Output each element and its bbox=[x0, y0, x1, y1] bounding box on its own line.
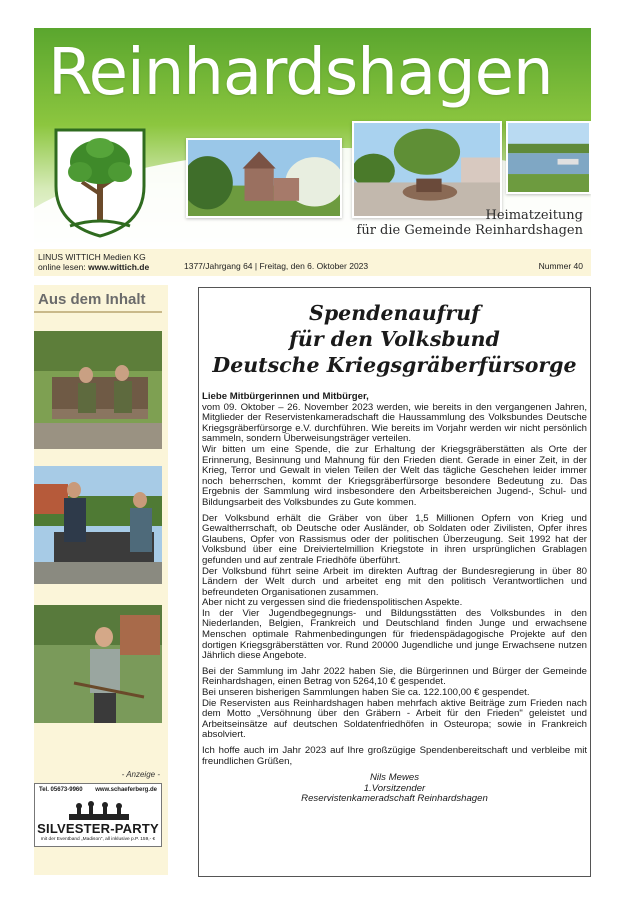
signature-role: 1.Vorsitzender bbox=[363, 782, 426, 794]
sidebar-photo-workers[interactable] bbox=[34, 466, 162, 584]
ad-website[interactable]: www.schaeferberg.de bbox=[95, 787, 157, 793]
issue-info-bar bbox=[34, 249, 591, 276]
sidebar-divider bbox=[34, 311, 162, 313]
issue-number: Nummer 40 bbox=[538, 261, 583, 271]
article-paragraph: Die Reservisten aus Reinhardshagen haben mehrfach aktive Beiträge zum Frieden nach dem Motto „Versöhnung über den Gräbern - Arbeit für den Frieden" geleistet und Arbeitseinsätze auf deutschen Soldatenfriedhöfen in Osteuropa; sowie in Frankreich absolviert. bbox=[202, 697, 587, 741]
ad-title: SILVESTER-PARTY bbox=[37, 821, 159, 836]
article-paragraph: Wir bitten um eine Spende, die zur Erhaltung der Kriegsgräberstätten als Orte der Erinnerung, Besinnung und Mahnung für den Frieden dient. Gerade in einer Zeit, in der Krieg, Terror und Gewalt in vielen Teilen der Welt das tägliche Geschehen leider immer noch beherrschen, kommt der Kriegsgräberfürsorge besondere Bedeutung zu. Das Ergebnis der Sammlung wird insbesondere den Arbeitsbereichen Jugend-, Schul- und Bildungsarbeit des Volksbundes zu Gute kommen. bbox=[202, 443, 587, 508]
article-paragraph: Ich hoffe auch im Jahr 2023 auf Ihre großzügige Spendenbereitschaft und verbleibe mit freundlichen Grüßen, bbox=[202, 745, 587, 767]
article-paragraph: Bei unseren bisherigen Sammlungen haben Sie ca. 122.100,00 € gespendet. bbox=[202, 687, 530, 699]
article-title-line-2: für den Volksbund bbox=[289, 327, 500, 351]
church-photo bbox=[186, 138, 342, 218]
signature-block bbox=[202, 773, 587, 805]
article-title-line-1: Spendenaufruf bbox=[309, 301, 480, 325]
signature-name: Nils Mewes bbox=[369, 772, 420, 784]
article-paragraph: Bei der Sammlung im Jahr 2022 haben Sie, die Bürgerinnen und Bürger der Gemeinde Reinhardshagen, einen Betrag von 5264,10 € gespendet. bbox=[202, 665, 587, 688]
village-square-photo bbox=[352, 121, 502, 218]
ad-label: - Anzeige - bbox=[121, 770, 160, 779]
sidebar-heading: Aus dem Inhalt bbox=[38, 291, 146, 308]
party-silhouette-icon bbox=[69, 796, 129, 820]
ad-subtitle: mit der Eventband „Madison", all inklusive p.P. 159,- € bbox=[40, 837, 156, 842]
masthead-title: Reinhardshagen bbox=[48, 36, 553, 110]
signature-organization: Reservistenkameradschaft Reinhardshagen bbox=[301, 793, 488, 805]
article-paragraph: Der Volksbund erhält die Gräber von über 1,5 Millionen Opfern von Krieg und Gewaltherrschaft, ob Deutsche oder Ausländer, ob Soldaten oder Zivilisten, Opfer ihres Glaubens, Opfer von Rassismus oder der politischen Überzeugung. Seit 1992 hat der Volksbund über eine Dreiviertelmillion Kriegstote in ihren ursprünglichen Grablagen gefunden und auf zentrale Friedhöfe überführt. bbox=[202, 512, 587, 566]
article-title-line-3: Deutsche Kriegsgräberfürsorge bbox=[212, 353, 577, 377]
masthead-banner bbox=[34, 28, 591, 243]
online-link[interactable]: www.wittich.de bbox=[88, 262, 150, 272]
coat-of-arms-icon bbox=[50, 124, 150, 239]
article-title bbox=[199, 300, 590, 378]
publisher-name: LINUS WITTICH Medien KG bbox=[38, 252, 146, 262]
issue-date: 1377/Jahrgang 64 | Freitag, den 6. Oktober 2023 bbox=[184, 261, 369, 271]
main-article bbox=[198, 287, 591, 877]
river-photo bbox=[506, 121, 591, 194]
tagline-line-1: Heimatzeitung bbox=[485, 208, 583, 223]
tagline bbox=[357, 208, 583, 238]
article-paragraph: vom 09. Oktober – 26. November 2023 werden, wie bereits in den vergangenen Jahren, Mitglieder der Reservistenkameradschaft die Haussammlung des Volksbundes Deutsche Kriegsgräberfürsorge e.V. durchführen. Wie bereits im Vorjahr werden wir nicht persönlich sammeln, sondern Überweisungsträger verteilen. bbox=[202, 401, 587, 445]
article-paragraph: Aber nicht zu vergessen sind die friedenspolitischen Aspekte. bbox=[202, 597, 463, 609]
article-paragraph: Der Volksbund führt seine Arbeit im direkten Auftrag der Bundesregierung in über 80 Ländern der Welt durch und arbeitet eng mit den politisch Verantwortlichen und befreundeten Organisationen zusammen. bbox=[202, 565, 587, 598]
silvester-party-ad[interactable] bbox=[34, 783, 162, 847]
sidebar bbox=[34, 285, 168, 875]
ad-phone: Tel. 05673-9960 bbox=[39, 787, 83, 793]
publisher-info bbox=[38, 252, 149, 272]
article-greeting: Liebe Mitbürgerinnen und Mitbürger, bbox=[202, 391, 369, 402]
article-body bbox=[202, 392, 587, 805]
sidebar-photo-young-man[interactable] bbox=[34, 605, 162, 723]
sidebar-photo-soldiers-bench[interactable] bbox=[34, 331, 162, 449]
tagline-line-2: für die Gemeinde Reinhardshagen bbox=[356, 223, 583, 238]
article-paragraph: In der Vier Jugendbegegnungs- und Bildungsstätten des Volksbundes in den Niederlanden, Belgien, Frankreich und Deutschland finden Junge und erwachsene Menschen optimale Rahmenbedingungen für friedenspädagogische Projekte auf den dortigen Kriegsgräberstätten vor. Rund 20000 Jugendliche und junge Erwachsene nutzen Jährlich diese Angebote. bbox=[202, 607, 587, 662]
online-label: online lesen: bbox=[38, 262, 89, 272]
